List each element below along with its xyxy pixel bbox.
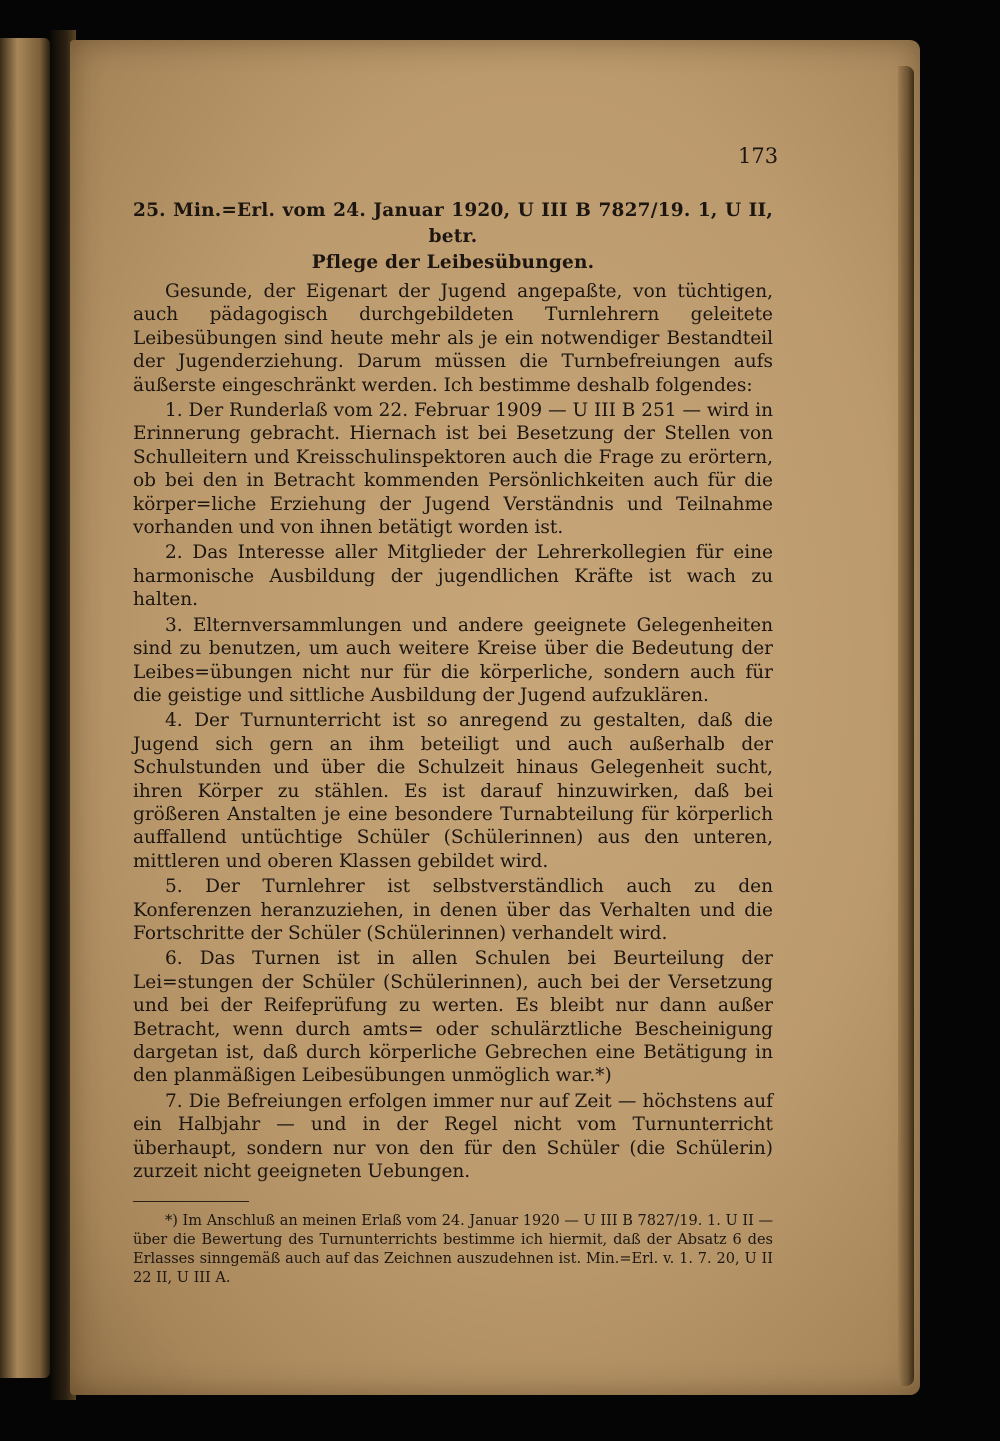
heading-line-1: 25. Min.=Erl. vom 24. Januar 1920, U III B 7827/19. 1, U II, betr.	[133, 200, 773, 247]
paragraph-7: 7. Die Befreiungen erfolgen immer nur auf Zeit — höchstens auf ein Halbjahr — und in der Regel nicht vom Turnunterricht überhaupt, sondern nur von den für den Schüler (die Schülerin) zurzeit nicht geeigneten Uebungen.	[133, 1090, 773, 1183]
decree-heading	[133, 198, 773, 276]
intro-paragraph: Gesunde, der Eigenart der Jugend angepaßte, von tüchtigen, auch pädagogisch durchgebildeten Turnlehrern geleitete Leibesübungen sind heute mehr als je ein notwendiger Bestandteil der Jugenderziehung. Darum müssen die Turnbefreiungen aufs äußerste eingeschränkt werden. Ich bestimme deshalb folgendes:	[133, 281, 773, 396]
paragraph-6: 6. Das Turnen ist in allen Schulen bei Beurteilung der Lei=stungen der Schüler (Schülerinnen), auch bei der Versetzung und bei der Reifeprüfung zu werten. Es bleibt nur dann außer Betracht, wenn durch amts= oder schulärztliche Bescheinigung dargetan ist, daß durch körperliche Gebrechen eine Betätigung in den planmäßigen Leibesübungen unmöglich war.*)	[133, 948, 773, 1087]
paragraph-4: 4. Der Turnunterricht ist so anregend zu gestalten, daß die Jugend sich gern an ihm beteiligt und auch außerhalb der Schulstunden und über die Schulzeit hinaus Gelegenheit sucht, ihren Körper zu stählen. Es ist darauf hinzuwirken, daß bei größeren Anstalten je eine besondere Turnabteilung für körperlich auffallend untüchtige Schüler (Schülerinnen) aus den unteren, mittleren und oberen Klassen gebildet wird.	[133, 710, 773, 872]
paragraph-3: 3. Elternversammlungen und andere geeignete Gelegenheiten sind zu benutzen, um auch weitere Kreise über die Bedeutung der Leibes=übungen nicht nur für die körperliche, sondern auch für die geistige und sittliche Ausbildung der Jugend aufzuklären.	[133, 614, 773, 706]
heading-line-2: Pflege der Leibesübungen.	[311, 252, 595, 273]
footnote-divider	[133, 1201, 249, 1202]
paragraph-5: 5. Der Turnlehrer ist selbstverständlich auch zu den Konferenzen heranzuziehen, in denen über das Verhalten und die Fortschritte der Schüler (Schülerinnen) verhandelt wird.	[133, 876, 773, 944]
page-content	[133, 146, 773, 1288]
paragraph-1: 1. Der Runderlaß vom 22. Februar 1909 — U III B 251 — wird in Erinnerung gebracht. Hiernach ist bei Besetzung der Stellen von Schulleitern und Kreisschulinspektoren auch die Frage zu erörtern, ob bei den in Betracht kommenden Persönlichkeiten auch für die körper=liche Erziehung der Jugend Verständnis und Teilnahme vorhanden und von ihnen betätigt worden ist.	[133, 400, 773, 539]
left-page-edge	[0, 38, 50, 1378]
page-right-edge	[898, 66, 914, 1386]
footnote: *) Im Anschluß an meinen Erlaß vom 24. Januar 1920 — U III B 7827/19. 1. U II — über die Bewertung des Turnunterrichts bestimme ich hiermit, daß der Absatz 6 des Erlasses sinngemäß auch auf das Zeichnen auszudehnen ist. Min.=Erl. v. 1. 7. 20, U II 22 II, U III A.	[133, 1213, 773, 1287]
paragraph-2: 2. Das Interesse aller Mitglieder der Lehrerkollegien für eine harmonische Ausbildung der jugendlichen Kräfte ist wach zu halten.	[133, 542, 773, 611]
page-number: 173	[738, 144, 779, 168]
